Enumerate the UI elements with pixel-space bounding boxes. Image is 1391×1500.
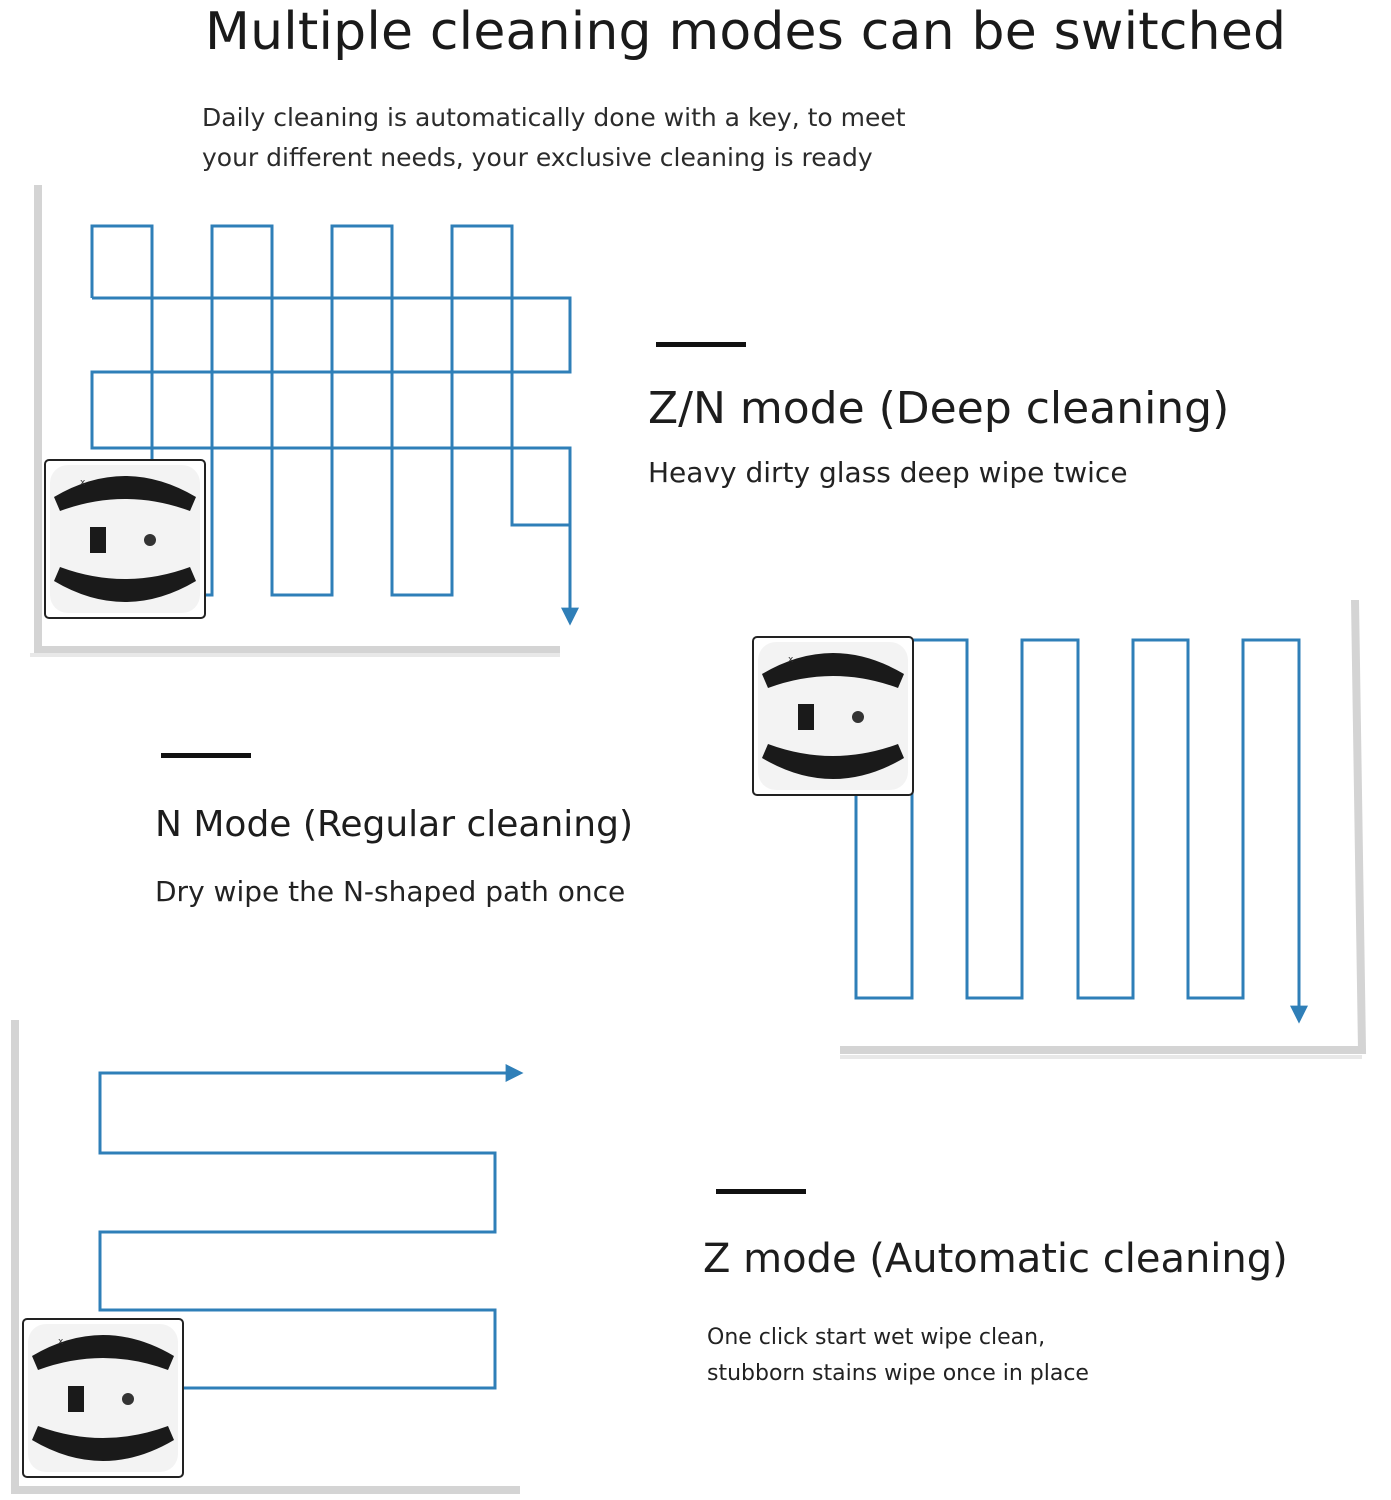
z-mode-description-line-1: One click start wet wipe clean, [707,1325,1046,1350]
window-cleaning-robot-icon [44,459,206,619]
n-mode-title: N Mode (Regular cleaning) [155,804,634,845]
z-mode-title: Z mode (Automatic cleaning) [703,1236,1288,1282]
z-mode-divider [716,1189,806,1194]
subtitle-line-1: Daily cleaning is automatically done with a key, to meet [202,103,906,132]
z-mode-description-line-2: stubborn stains wipe once in place [707,1361,1089,1386]
window-frame-n [840,600,1362,1057]
subtitle-line-2: your different needs, your exclusive cleaning is ready [202,143,873,172]
zn-mode-description: Heavy dirty glass deep wipe twice [648,456,1128,489]
n-mode-description: Dry wipe the N-shaped path once [155,875,626,908]
zn-mode-divider [656,342,746,347]
z-mode-description [707,1320,1089,1392]
zn-mode-title: Z/N mode (Deep cleaning) [648,383,1230,434]
n-mode-divider [161,753,251,758]
svg-text:x: x [788,655,794,665]
page-title: Multiple cleaning modes can be switched [205,2,1287,62]
svg-text:x: x [80,478,86,488]
svg-text:x: x [58,1337,64,1347]
n-mode-path [856,640,1299,1020]
window-cleaning-robot-icon [22,1317,184,1479]
window-cleaning-robot-icon [752,635,914,797]
